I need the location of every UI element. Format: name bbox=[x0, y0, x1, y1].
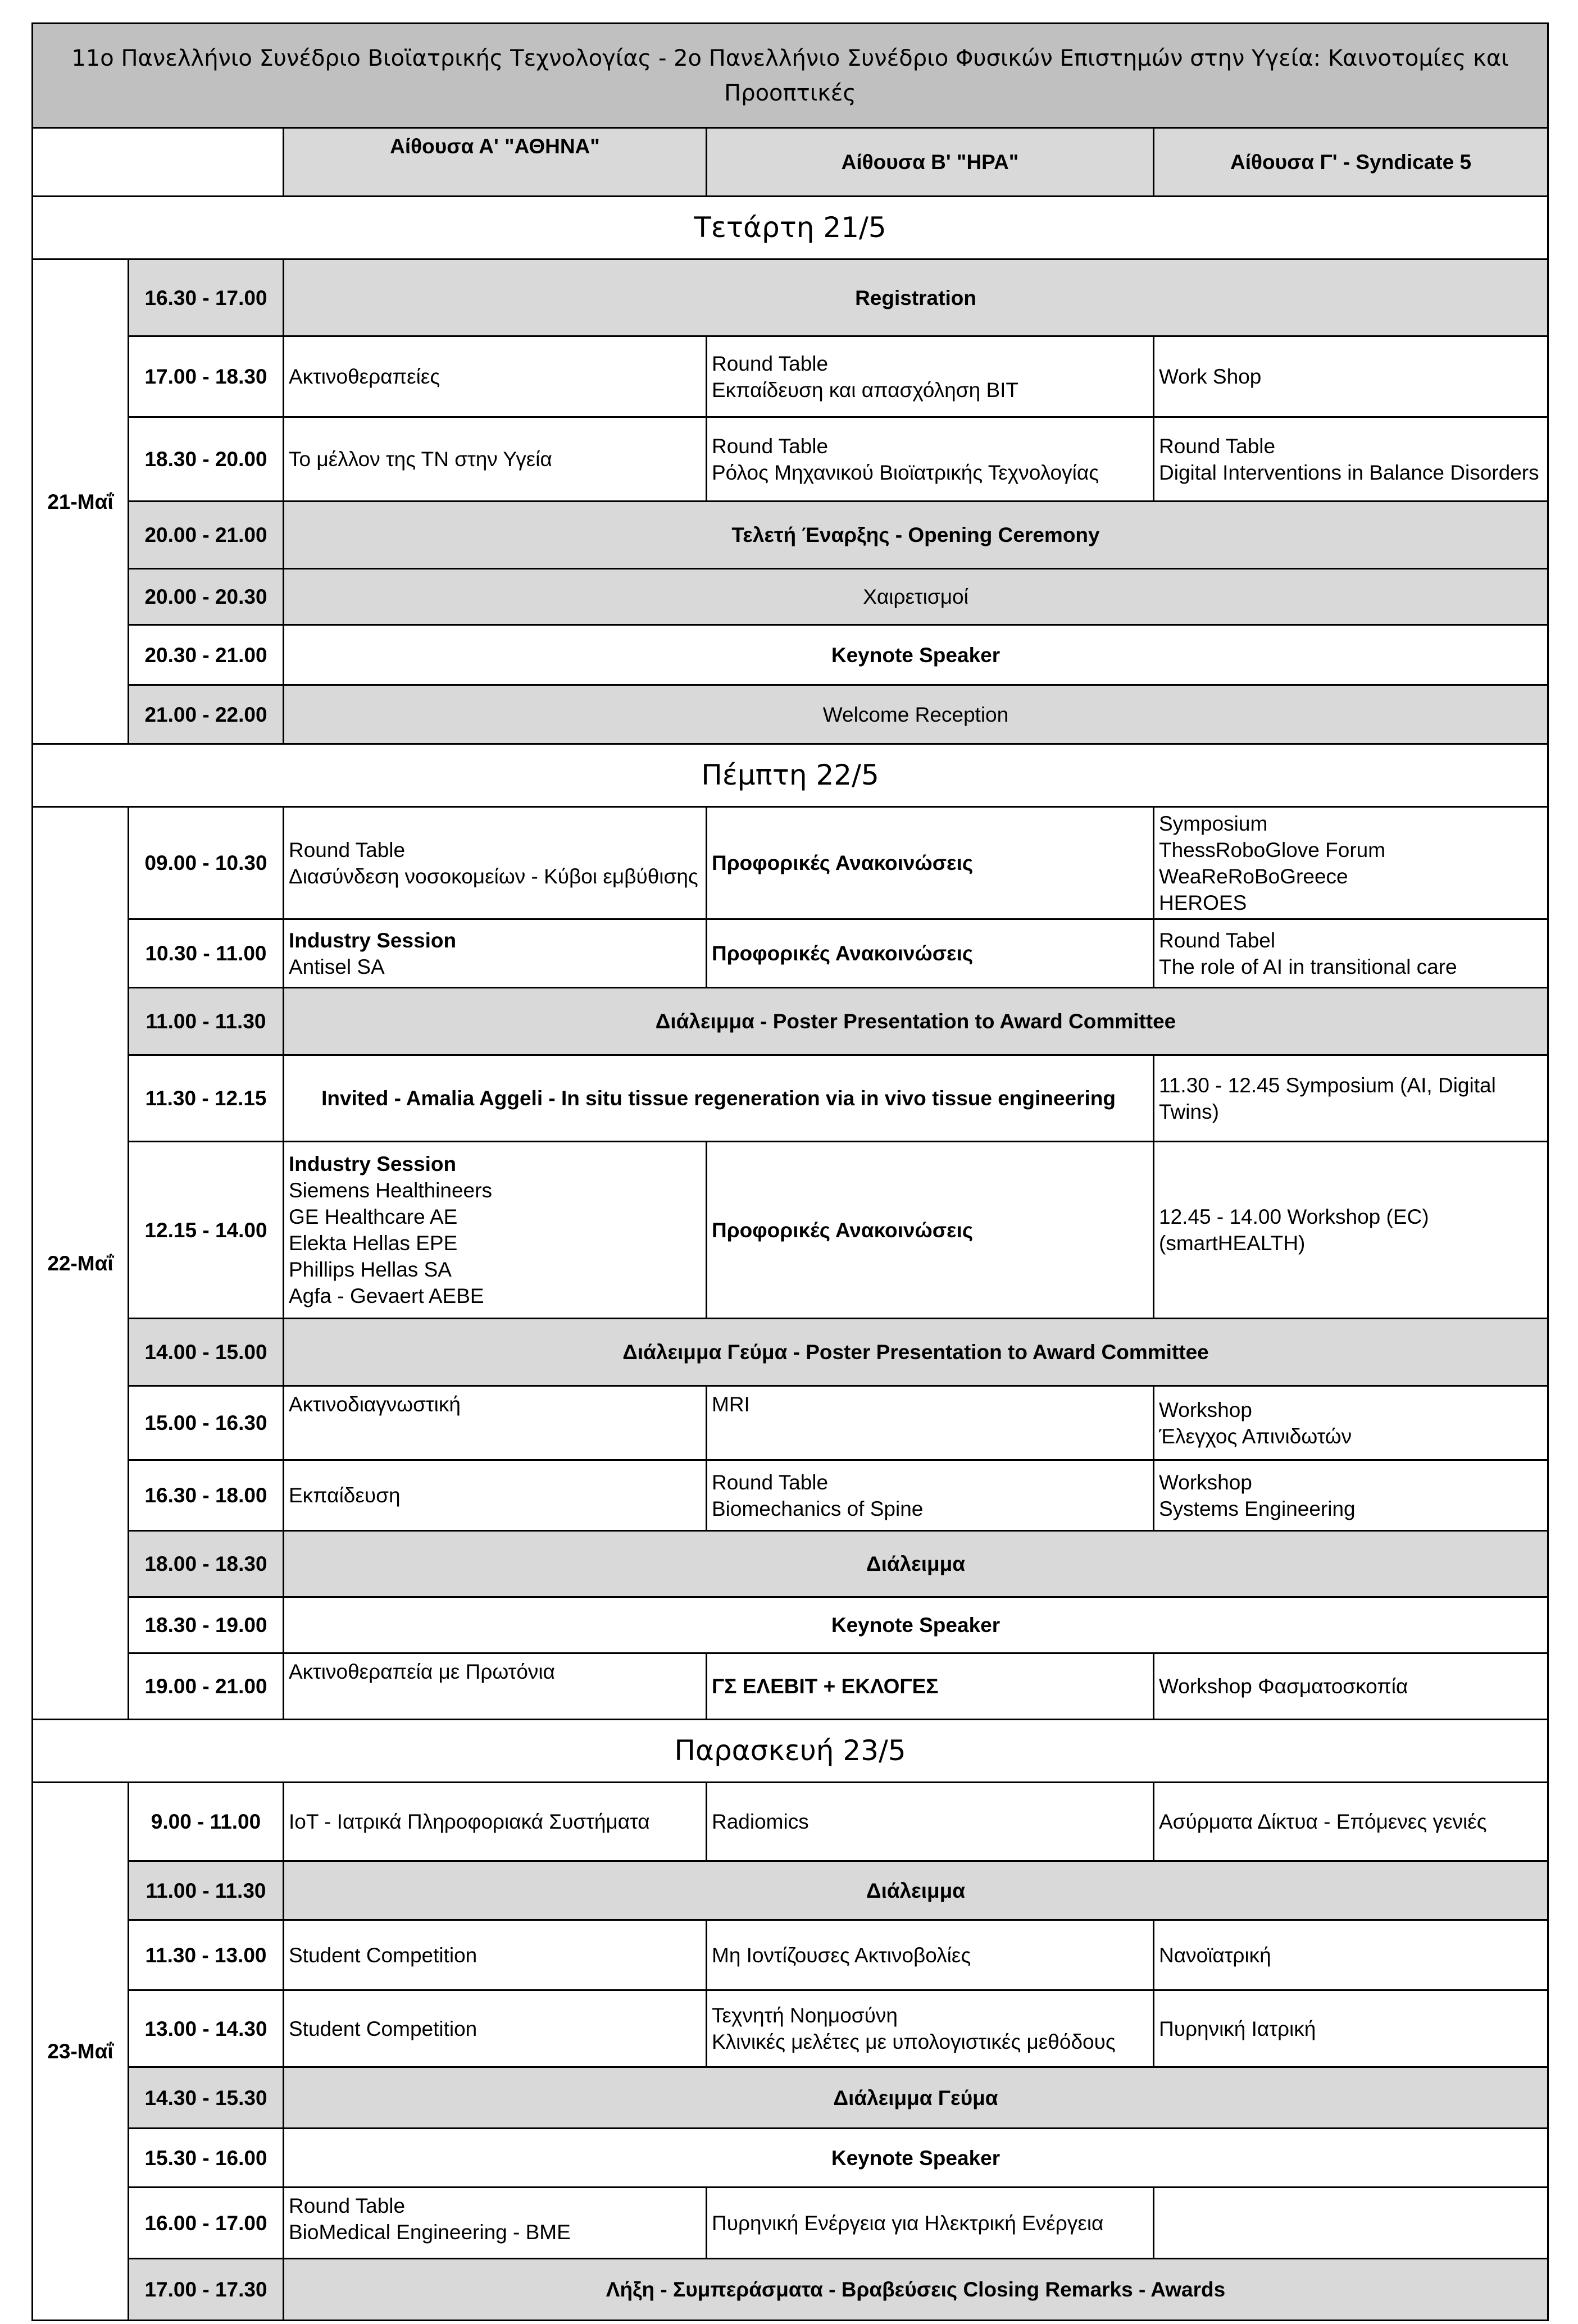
plenary-session: Διάλειμμα bbox=[284, 1531, 1548, 1597]
room-c-session bbox=[1154, 336, 1548, 417]
room-c-session bbox=[1154, 2188, 1548, 2259]
room-a-header: Αίθουσα Α' "ΑΘΗΝΑ" bbox=[284, 128, 707, 197]
time-cell: 10.30 - 11.00 bbox=[129, 919, 284, 988]
time-cell: 20.30 - 21.00 bbox=[129, 625, 284, 685]
room-c-session bbox=[1154, 1990, 1548, 2067]
room-b-session bbox=[707, 417, 1154, 502]
schedule-row bbox=[33, 1142, 1548, 1319]
cell-line: Antisel SA bbox=[289, 955, 385, 978]
plenary-session: Keynote Speaker bbox=[284, 625, 1548, 685]
room-b-session bbox=[707, 2188, 1154, 2259]
room-a-session bbox=[284, 1990, 707, 2067]
time-cell: 09.00 - 10.30 bbox=[129, 807, 284, 919]
schedule-row bbox=[33, 1597, 1548, 1653]
time-cell: 21.00 - 22.00 bbox=[129, 685, 284, 744]
room-c-session bbox=[1154, 1055, 1548, 1142]
day-heading-row bbox=[33, 1720, 1548, 1783]
plenary-session: Λήξη - Συμπεράσματα - Βραβεύσεις Closing Remarks - Awards bbox=[284, 2259, 1548, 2321]
cell-line: Πυρηνική Ενέργεια για Ηλεκτρική Ενέργεια bbox=[712, 2211, 1104, 2235]
time-cell: 17.00 - 18.30 bbox=[129, 336, 284, 417]
schedule-row bbox=[33, 259, 1548, 336]
schedule-row bbox=[33, 988, 1548, 1055]
schedule-row bbox=[33, 919, 1548, 988]
plenary-session: Διάλειμμα bbox=[284, 1861, 1548, 1920]
room-b-session bbox=[707, 1990, 1154, 2067]
cell-line: Τεχνητή Νοημοσύνη bbox=[712, 2004, 898, 2027]
cell-line: Προφορικές Ανακοινώσεις bbox=[712, 942, 974, 965]
cell-line: Work Shop bbox=[1159, 365, 1262, 388]
cell-line: Round Tabel bbox=[1159, 928, 1276, 952]
time-cell: 18.30 - 20.00 bbox=[129, 417, 284, 502]
cell-line: Round Table bbox=[712, 1470, 829, 1494]
schedule-row bbox=[33, 1531, 1548, 1597]
day-heading: Παρασκευή 23/5 bbox=[33, 1720, 1548, 1783]
time-cell: 16.00 - 17.00 bbox=[129, 2188, 284, 2259]
cell-line: HEROES bbox=[1159, 891, 1247, 914]
room-c-session bbox=[1154, 1920, 1548, 1990]
room-a-session bbox=[284, 1653, 707, 1720]
room-b-session bbox=[707, 1653, 1154, 1720]
title-row bbox=[33, 24, 1548, 128]
cell-line: Προφορικές Ανακοινώσεις bbox=[712, 851, 974, 874]
time-cell: 15.00 - 16.30 bbox=[129, 1386, 284, 1460]
schedule-body bbox=[33, 24, 1548, 2321]
cell-line: Προφορικές Ανακοινώσεις bbox=[712, 1218, 974, 1242]
schedule-table bbox=[31, 22, 1549, 2321]
room-c-session bbox=[1154, 1142, 1548, 1319]
cell-line: BioMedical Engineering - BME bbox=[289, 2221, 571, 2244]
cell-line: Symposium bbox=[1159, 812, 1268, 835]
room-a-session bbox=[284, 417, 707, 502]
cell-line: Phillips Hellas SA bbox=[289, 1258, 452, 1281]
room-c-session bbox=[1154, 1783, 1548, 1861]
day-label: 22-Μαΐ bbox=[33, 807, 129, 1720]
cell-line: Πυρηνική Ιατρική bbox=[1159, 2017, 1316, 2040]
cell-line: Digital Interventions in Balance Disorders bbox=[1159, 461, 1539, 484]
room-header-blank bbox=[33, 128, 284, 197]
schedule-row bbox=[33, 685, 1548, 744]
schedule-row bbox=[33, 1990, 1548, 2067]
plenary-session: Διάλειμμα - Poster Presentation to Award Committee bbox=[284, 988, 1548, 1055]
schedule-row bbox=[33, 1319, 1548, 1386]
room-b-session bbox=[707, 807, 1154, 919]
cell-line: 12.45 - 14.00 Workshop (EC) bbox=[1159, 1205, 1429, 1228]
cell-line: Round Table bbox=[289, 2194, 406, 2217]
schedule-row bbox=[33, 569, 1548, 625]
time-cell: 14.00 - 15.00 bbox=[129, 1319, 284, 1386]
cell-line: Agfa - Gevaert AEBE bbox=[289, 1284, 484, 1307]
cell-line: GE Healthcare AE bbox=[289, 1205, 458, 1228]
plenary-session: Τελετή Έναρξης - Opening Ceremony bbox=[284, 502, 1548, 569]
time-cell: 13.00 - 14.30 bbox=[129, 1990, 284, 2067]
room-b-session bbox=[707, 1460, 1154, 1531]
time-cell: 17.00 - 17.30 bbox=[129, 2259, 284, 2321]
schedule-row bbox=[33, 1861, 1548, 1920]
time-cell: 19.00 - 21.00 bbox=[129, 1653, 284, 1720]
room-b-session bbox=[707, 1920, 1154, 1990]
room-c-session bbox=[1154, 1460, 1548, 1531]
time-cell: 20.00 - 21.00 bbox=[129, 502, 284, 569]
cell-line: MRI bbox=[712, 1393, 750, 1416]
time-cell: 11.30 - 13.00 bbox=[129, 1920, 284, 1990]
room-a-session bbox=[284, 1386, 707, 1460]
cell-line: ΓΣ ΕΛΕΒΙΤ + ΕΚΛΟΓΕΣ bbox=[712, 1675, 939, 1698]
room-header-row bbox=[33, 128, 1548, 197]
cell-line: Industry Session bbox=[289, 928, 457, 952]
plenary-session: Χαιρετισμοί bbox=[284, 569, 1548, 625]
room-b-session bbox=[707, 1386, 1154, 1460]
room-a-session bbox=[284, 1783, 707, 1861]
room-a-session bbox=[284, 1460, 707, 1531]
day-heading-row bbox=[33, 744, 1548, 807]
cell-line: Round Table bbox=[289, 838, 406, 862]
room-b-session bbox=[707, 1142, 1154, 1319]
room-c-session bbox=[1154, 807, 1548, 919]
cell-line: Workshop Φασματοσκοπία bbox=[1159, 1675, 1408, 1698]
time-cell: 15.30 - 16.00 bbox=[129, 2129, 284, 2188]
room-a-session bbox=[284, 1920, 707, 1990]
cell-line: Round Table bbox=[712, 352, 829, 375]
day-label: 21-Μαΐ bbox=[33, 259, 129, 744]
schedule-row bbox=[33, 336, 1548, 417]
room-c-session bbox=[1154, 417, 1548, 502]
room-c-session bbox=[1154, 1386, 1548, 1460]
room-c-session bbox=[1154, 1653, 1548, 1720]
cell-line: ThessRoboGlove Forum bbox=[1159, 838, 1386, 862]
cell-line: Το μέλλον της ΤΝ στην Υγεία bbox=[289, 448, 552, 471]
cell-line: Industry Session bbox=[289, 1152, 457, 1175]
cell-line: Siemens Healthineers bbox=[289, 1179, 492, 1202]
cell-line: Εκπαίδευση και απασχόληση ΒΙΤ bbox=[712, 378, 1019, 402]
schedule-row bbox=[33, 625, 1548, 685]
cell-line: Radiomics bbox=[712, 1810, 809, 1833]
time-cell: 11.00 - 11.30 bbox=[129, 988, 284, 1055]
schedule-row bbox=[33, 1920, 1548, 1990]
room-a-session bbox=[284, 1142, 707, 1319]
cell-line: Student Competition bbox=[289, 2017, 478, 2040]
day-heading: Πέμπτη 22/5 bbox=[33, 744, 1548, 807]
room-a-session bbox=[284, 2188, 707, 2259]
schedule-row bbox=[33, 1783, 1548, 1861]
cell-line: Round Table bbox=[712, 434, 829, 458]
room-b-session bbox=[707, 336, 1154, 417]
plenary-session: Welcome Reception bbox=[284, 685, 1548, 744]
room-a-session bbox=[284, 807, 707, 919]
cell-line: Biomechanics of Spine bbox=[712, 1497, 924, 1520]
cell-line: WeaReRoBoGreece bbox=[1159, 864, 1348, 888]
day-heading: Τετάρτη 21/5 bbox=[33, 197, 1548, 259]
cell-line: Έλεγχος Απινιδωτών bbox=[1159, 1424, 1352, 1448]
invited-session: Invited - Amalia Aggeli - In situ tissue regeneration via in vivo tissue engineering bbox=[284, 1055, 1154, 1142]
time-cell: 16.30 - 18.00 bbox=[129, 1460, 284, 1531]
day-heading-row bbox=[33, 197, 1548, 259]
cell-line: Ασύρματα Δίκτυα - Επόμενες γενιές bbox=[1159, 1810, 1487, 1833]
room-b-session bbox=[707, 919, 1154, 988]
cell-line: The role of AI in transitional care bbox=[1159, 955, 1457, 978]
day-label: 23-Μαΐ bbox=[33, 1783, 129, 2321]
time-cell: 9.00 - 11.00 bbox=[129, 1783, 284, 1861]
schedule-row bbox=[33, 1055, 1548, 1142]
room-c-session bbox=[1154, 919, 1548, 988]
plenary-session: Διάλειμμα Γεύμα - Poster Presentation to Award Committee bbox=[284, 1319, 1548, 1386]
schedule-title: 11ο Πανελλήνιο Συνέδριο Βιοϊατρικής Τεχνολογίας - 2ο Πανελλήνιο Συνέδριο Φυσικών Επιστημών στην Υγεία: Καινοτομίες και Προοπτικές bbox=[33, 24, 1548, 128]
schedule-row bbox=[33, 1460, 1548, 1531]
cell-line: Ακτινοδιαγνωστική bbox=[289, 1393, 461, 1416]
schedule-row bbox=[33, 807, 1548, 919]
schedule-row bbox=[33, 2188, 1548, 2259]
time-cell: 20.00 - 20.30 bbox=[129, 569, 284, 625]
schedule-row bbox=[33, 2129, 1548, 2188]
plenary-session: Διάλειμμα Γεύμα bbox=[284, 2067, 1548, 2129]
cell-line: Ακτινοθεραπείες bbox=[289, 365, 440, 388]
cell-line: Round Table bbox=[1159, 434, 1276, 458]
time-cell: 12.15 - 14.00 bbox=[129, 1142, 284, 1319]
time-cell: 14.30 - 15.30 bbox=[129, 2067, 284, 2129]
room-a-session bbox=[284, 336, 707, 417]
cell-line: Ακτινοθεραπεία με Πρωτόνια bbox=[289, 1660, 556, 1683]
cell-line: Διασύνδεση νοσοκομείων - Κύβοι εμβύθισης bbox=[289, 864, 698, 888]
schedule-row bbox=[33, 2259, 1548, 2321]
plenary-session: Keynote Speaker bbox=[284, 1597, 1548, 1653]
schedule-row bbox=[33, 417, 1548, 502]
time-cell: 18.00 - 18.30 bbox=[129, 1531, 284, 1597]
room-c-header: Αίθουσα Γ' - Syndicate 5 bbox=[1154, 128, 1548, 197]
schedule-row bbox=[33, 1386, 1548, 1460]
schedule-row bbox=[33, 2067, 1548, 2129]
cell-line: 11.30 - 12.45 Symposium (AI, Digital Twins) bbox=[1159, 1073, 1496, 1123]
plenary-session: Registration bbox=[284, 259, 1548, 336]
cell-line: Ρόλος Μηχανικού Βιοϊατρικής Τεχνολογίας bbox=[712, 461, 1099, 484]
plenary-session: Keynote Speaker bbox=[284, 2129, 1548, 2188]
cell-line: IoT - Ιατρικά Πληροφοριακά Συστήματα bbox=[289, 1810, 650, 1833]
room-b-session bbox=[707, 1783, 1154, 1861]
time-cell: 16.30 - 17.00 bbox=[129, 259, 284, 336]
cell-line: Κλινικές μελέτες με υπολογιστικές μεθόδους bbox=[712, 2030, 1116, 2053]
cell-line: Elekta Hellas EPE bbox=[289, 1232, 458, 1255]
cell-line: Νανοϊατρική bbox=[1159, 1943, 1271, 1967]
time-cell: 11.30 - 12.15 bbox=[129, 1055, 284, 1142]
cell-line: (smartHEALTH) bbox=[1159, 1232, 1306, 1255]
cell-line: Student Competition bbox=[289, 1943, 478, 1967]
cell-line: Systems Engineering bbox=[1159, 1497, 1356, 1520]
cell-line: Workshop bbox=[1159, 1398, 1252, 1421]
schedule-row bbox=[33, 502, 1548, 569]
room-a-session bbox=[284, 919, 707, 988]
room-b-header: Αίθουσα Β' "ΗΡΑ" bbox=[707, 128, 1154, 197]
cell-line: Workshop bbox=[1159, 1470, 1252, 1494]
schedule-row bbox=[33, 1653, 1548, 1720]
cell-line: Μη Ιοντίζουσες Ακτινοβολίες bbox=[712, 1943, 971, 1967]
time-cell: 11.00 - 11.30 bbox=[129, 1861, 284, 1920]
time-cell: 18.30 - 19.00 bbox=[129, 1597, 284, 1653]
cell-line: Εκπαίδευση bbox=[289, 1484, 401, 1507]
